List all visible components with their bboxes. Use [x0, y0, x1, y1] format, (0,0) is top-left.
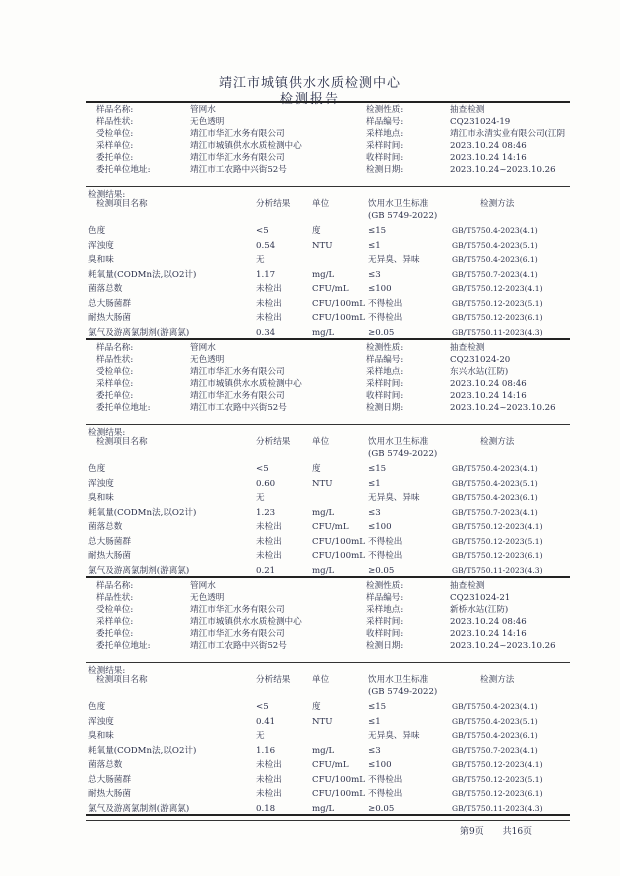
test-result: 0.60 — [256, 478, 276, 489]
col-item-header: 检测项目名称 — [96, 437, 148, 447]
entrust-unit-value: 靖江市华汇水务有限公司 — [190, 391, 285, 401]
sampling-unit-value: 靖江市城镇供水水质检测中心 — [190, 617, 302, 627]
sampling-site-label: 采样地点: — [366, 367, 404, 377]
test-method: GB/T5750.12-2023(5.1) — [452, 536, 543, 546]
test-type-value: 抽查检测 — [450, 343, 485, 353]
client-unit-label: 受检单位: — [96, 129, 134, 139]
test-date-value: 2023.10.24~2023.10.26 — [450, 641, 556, 651]
test-unit: NTU — [312, 478, 333, 489]
test-method: GB/T5750.4-2023(6.1) — [452, 255, 538, 264]
test-standard: 不得检出 — [368, 536, 403, 547]
sampling-time-value: 2023.10.24 08:46 — [450, 141, 527, 151]
test-item: 氯气及游离氯制剂(游离氯) — [88, 327, 190, 338]
sampling-unit-value: 靖江市城镇供水水质检测中心 — [190, 379, 302, 389]
receive-time-label: 收样时间: — [366, 391, 404, 401]
test-item: 耗氧量(CODMn法,以O2计) — [88, 269, 197, 280]
test-standard: 不得检出 — [368, 298, 403, 309]
test-standard: 不得检出 — [368, 789, 403, 799]
test-standard: ≥0.05 — [368, 565, 395, 576]
sampling-unit-value: 靖江市城镇供水水质检测中心 — [190, 141, 302, 151]
sampling-unit-label: 采样单位: — [96, 141, 134, 151]
test-result: 0.18 — [256, 803, 276, 814]
info-row — [0, 164, 620, 176]
col-standard-code: (GB 5749-2022) — [368, 687, 438, 697]
test-item: 总大肠菌群 — [88, 298, 131, 309]
test-item: 臭和味 — [88, 255, 114, 265]
table-row — [0, 701, 620, 713]
info-row — [0, 402, 620, 414]
test-result: 1.16 — [256, 745, 276, 756]
receive-time-value: 2023.10.24 14:16 — [450, 629, 527, 639]
test-result: 1.17 — [256, 269, 276, 280]
test-item: 浑浊度 — [88, 478, 114, 489]
test-method: GB/T5750.12-2023(4.1) — [452, 284, 543, 293]
table-row — [0, 730, 620, 742]
test-item: 总大肠菌群 — [88, 536, 131, 547]
receive-time-label: 收样时间: — [366, 629, 404, 639]
receive-time-value: 2023.10.24 14:16 — [450, 391, 527, 401]
test-result: 无 — [256, 731, 265, 741]
table-row — [0, 240, 620, 252]
test-standard: ≤3 — [368, 269, 381, 280]
info-row — [0, 616, 620, 628]
col-result-header: 分析结果 — [256, 437, 291, 447]
info-rule — [86, 186, 570, 187]
test-method: GB/T5750.12-2023(6.1) — [452, 313, 543, 322]
info-row — [0, 366, 620, 378]
test-unit: CFU/100mL — [312, 536, 365, 547]
test-date-label: 检测日期: — [366, 403, 404, 413]
sample-state-value: 无色透明 — [190, 355, 225, 365]
test-result: 无 — [256, 255, 265, 265]
test-method: GB/T5750.7-2023(4.1) — [452, 745, 538, 755]
receive-time-label: 收样时间: — [366, 153, 404, 163]
info-row — [0, 604, 620, 616]
test-standard: ≤100 — [368, 284, 392, 294]
test-method: GB/T5750.12-2023(5.1) — [452, 298, 543, 308]
test-result: 1.23 — [256, 507, 276, 518]
entrust-unit-value: 靖江市华汇水务有限公司 — [190, 629, 285, 639]
test-standard: ≤3 — [368, 507, 381, 518]
report-title: 检测报告 — [279, 92, 340, 107]
info-rule — [86, 424, 570, 425]
test-result: 0.54 — [256, 240, 276, 251]
page-footer — [460, 824, 548, 837]
col-method-header: 检测方法 — [480, 675, 515, 685]
test-method: GB/T5750.11-2023(4.3) — [452, 565, 543, 575]
sampling-unit-label: 采样单位: — [96, 617, 134, 627]
sample-name-value: 管网水 — [190, 105, 216, 115]
test-item: 菌落总数 — [88, 760, 123, 770]
table-row — [0, 803, 620, 815]
test-date-label: 检测日期: — [366, 641, 404, 651]
info-row — [0, 390, 620, 402]
sampling-site-value: 东兴水站(江防) — [450, 367, 509, 377]
table-row — [0, 327, 620, 339]
test-unit: CFU/100mL — [312, 298, 365, 309]
table-header-sub — [0, 686, 620, 698]
test-result: 未检出 — [256, 522, 282, 532]
page-total: 共16页 — [502, 827, 533, 837]
entrust-unit-label: 委托单位: — [96, 153, 134, 163]
test-method: GB/T5750.4-2023(5.1) — [452, 478, 538, 488]
test-date-value: 2023.10.24~2023.10.26 — [450, 165, 556, 175]
test-type-label: 检测性质: — [366, 343, 404, 353]
test-result: <5 — [256, 464, 269, 474]
sampling-unit-label: 采样单位: — [96, 379, 134, 389]
test-unit: NTU — [312, 240, 333, 251]
test-result: <5 — [256, 702, 269, 712]
col-standard-header: 饮用水卫生标准 — [368, 675, 429, 685]
col-result-header: 分析结果 — [256, 675, 291, 685]
test-item: 色度 — [88, 464, 106, 474]
test-item: 浑浊度 — [88, 240, 114, 251]
test-result: 无 — [256, 493, 265, 503]
footer-rule — [86, 820, 570, 821]
entrust-address-value: 靖江市工农路中兴街52号 — [190, 403, 287, 413]
test-item: 耐热大肠菌 — [88, 789, 131, 799]
table-row — [0, 521, 620, 533]
col-standard-code: (GB 5749-2022) — [368, 211, 438, 221]
sample-state-value: 无色透明 — [190, 117, 225, 127]
test-result: 未检出 — [256, 284, 282, 294]
test-item: 耗氧量(CODMn法,以O2计) — [88, 507, 197, 518]
table-row — [0, 745, 620, 757]
sample-section — [0, 340, 620, 576]
results-label: 检测结果: — [88, 666, 126, 676]
client-unit-value: 靖江市华汇水务有限公司 — [190, 129, 285, 139]
info-row — [0, 128, 620, 140]
test-method: GB/T5750.11-2023(4.3) — [452, 803, 543, 813]
sample-state-label: 样品性状: — [96, 117, 134, 127]
test-unit: CFU/100mL — [312, 774, 365, 785]
entrust-address-value: 靖江市工农路中兴街52号 — [190, 165, 287, 175]
test-unit: mg/L — [312, 565, 335, 576]
table-row — [0, 492, 620, 504]
info-row — [0, 140, 620, 152]
test-result: <5 — [256, 226, 269, 236]
col-item-header: 检测项目名称 — [96, 675, 148, 685]
test-standard: ≤15 — [368, 226, 387, 236]
test-standard: ≤100 — [368, 760, 392, 770]
sampling-time-value: 2023.10.24 08:46 — [450, 617, 527, 627]
test-item: 色度 — [88, 702, 106, 712]
test-standard: 不得检出 — [368, 551, 403, 561]
test-unit: CFU/mL — [312, 760, 349, 770]
info-row — [0, 116, 620, 128]
sample-name-value: 管网水 — [190, 343, 216, 353]
info-row — [0, 354, 620, 366]
test-type-value: 抽查检测 — [450, 581, 485, 591]
col-method-header: 检测方法 — [480, 437, 515, 447]
client-unit-value: 靖江市华汇水务有限公司 — [190, 367, 285, 377]
entrust-unit-label: 委托单位: — [96, 629, 134, 639]
test-method: GB/T5750.12-2023(5.1) — [452, 774, 543, 784]
test-item: 浑浊度 — [88, 716, 114, 727]
test-item: 耗氧量(CODMn法,以O2计) — [88, 745, 197, 756]
test-standard: 不得检出 — [368, 774, 403, 785]
test-date-label: 检测日期: — [366, 165, 404, 175]
table-row — [0, 463, 620, 475]
test-method: GB/T5750.4-2023(4.1) — [452, 464, 538, 473]
test-unit: 度 — [312, 226, 321, 236]
info-row — [0, 592, 620, 604]
table-row — [0, 536, 620, 548]
sample-number-label: 样品编号: — [366, 593, 404, 603]
col-unit-header: 单位 — [312, 199, 330, 209]
test-unit: CFU/100mL — [312, 313, 365, 323]
table-row — [0, 225, 620, 237]
table-header — [0, 436, 620, 448]
table-header — [0, 674, 620, 686]
test-standard: ≤15 — [368, 702, 387, 712]
test-unit: CFU/100mL — [312, 551, 365, 561]
sampling-time-label: 采样时间: — [366, 379, 404, 389]
test-item: 耐热大肠菌 — [88, 313, 131, 323]
sampling-site-value: 靖江市永清实业有限公司(江阴 — [450, 129, 566, 139]
test-type-value: 抽查检测 — [450, 105, 485, 115]
test-standard: ≥0.05 — [368, 327, 395, 338]
entrust-unit-value: 靖江市华汇水务有限公司 — [190, 153, 285, 163]
test-standard: ≤100 — [368, 522, 392, 532]
test-result: 未检出 — [256, 551, 282, 561]
table-row — [0, 254, 620, 266]
entrust-address-label: 委托单位地址: — [96, 641, 151, 651]
sample-section — [0, 578, 620, 814]
test-item: 总大肠菌群 — [88, 774, 131, 785]
entrust-unit-label: 委托单位: — [96, 391, 134, 401]
client-unit-value: 靖江市华汇水务有限公司 — [190, 605, 285, 615]
test-method: GB/T5750.4-2023(5.1) — [452, 716, 538, 726]
table-row — [0, 507, 620, 519]
sample-state-label: 样品性状: — [96, 593, 134, 603]
sampling-time-label: 采样时间: — [366, 141, 404, 151]
client-unit-label: 受检单位: — [96, 605, 134, 615]
col-method-header: 检测方法 — [480, 199, 515, 209]
info-rule — [86, 662, 570, 663]
test-method: GB/T5750.12-2023(4.1) — [452, 522, 543, 531]
sample-section — [0, 102, 620, 338]
test-result: 未检出 — [256, 760, 282, 770]
sample-name-label: 样品名称: — [96, 105, 134, 115]
test-result: 未检出 — [256, 298, 282, 309]
entrust-address-value: 靖江市工农路中兴街52号 — [190, 641, 287, 651]
table-row — [0, 269, 620, 281]
info-row — [0, 152, 620, 164]
sampling-site-label: 采样地点: — [366, 605, 404, 615]
table-row — [0, 759, 620, 771]
col-standard-header: 饮用水卫生标准 — [368, 437, 429, 447]
test-unit: 度 — [312, 702, 321, 712]
test-date-value: 2023.10.24~2023.10.26 — [450, 403, 556, 413]
test-result: 未检出 — [256, 774, 282, 785]
test-standard: ≥0.05 — [368, 803, 395, 814]
test-method: GB/T5750.4-2023(5.1) — [452, 240, 538, 250]
col-item-header: 检测项目名称 — [96, 199, 148, 209]
test-item: 氯气及游离氯制剂(游离氯) — [88, 565, 190, 576]
sample-name-label: 样品名称: — [96, 343, 134, 353]
test-unit: CFU/mL — [312, 522, 349, 532]
test-item: 臭和味 — [88, 493, 114, 503]
info-row — [0, 104, 620, 116]
test-standard: 无异臭、异味 — [368, 255, 420, 265]
test-unit: mg/L — [312, 507, 335, 518]
receive-time-value: 2023.10.24 14:16 — [450, 153, 527, 163]
section-rule — [86, 814, 570, 816]
table-row — [0, 788, 620, 800]
test-unit: mg/L — [312, 745, 335, 756]
test-method: GB/T5750.12-2023(6.1) — [452, 551, 543, 560]
test-method: GB/T5750.4-2023(4.1) — [452, 226, 538, 235]
test-item: 菌落总数 — [88, 522, 123, 532]
test-type-label: 检测性质: — [366, 105, 404, 115]
test-standard: 无异臭、异味 — [368, 731, 420, 741]
sample-number-label: 样品编号: — [366, 117, 404, 127]
sample-state-label: 样品性状: — [96, 355, 134, 365]
test-method: GB/T5750.7-2023(4.1) — [452, 269, 538, 279]
results-label: 检测结果: — [88, 190, 126, 200]
table-header — [0, 198, 620, 210]
col-unit-header: 单位 — [312, 437, 330, 447]
table-row — [0, 716, 620, 728]
col-standard-code: (GB 5749-2022) — [368, 449, 438, 459]
sampling-site-value: 新桥水站(江防) — [450, 605, 509, 615]
table-header-sub — [0, 210, 620, 222]
test-unit: mg/L — [312, 327, 335, 338]
table-header-sub — [0, 448, 620, 460]
test-method: GB/T5750.4-2023(6.1) — [452, 731, 538, 740]
sample-number-label: 样品编号: — [366, 355, 404, 365]
test-standard: ≤1 — [368, 240, 381, 251]
test-standard: 不得检出 — [368, 313, 403, 323]
test-standard: 无异臭、异味 — [368, 493, 420, 503]
client-unit-label: 受检单位: — [96, 367, 134, 377]
test-unit: 度 — [312, 464, 321, 474]
info-row — [0, 640, 620, 652]
test-unit: mg/L — [312, 803, 335, 814]
col-standard-header: 饮用水卫生标准 — [368, 199, 429, 209]
test-standard: ≤1 — [368, 478, 381, 489]
test-unit: mg/L — [312, 269, 335, 280]
test-method: GB/T5750.11-2023(4.3) — [452, 327, 543, 337]
sample-number-value: CQ231024-19 — [450, 117, 511, 127]
page-number: 第9页 — [460, 827, 484, 837]
sample-state-value: 无色透明 — [190, 593, 225, 603]
info-row — [0, 580, 620, 592]
sampling-time-label: 采样时间: — [366, 617, 404, 627]
test-result: 未检出 — [256, 789, 282, 799]
test-item: 耐热大肠菌 — [88, 551, 131, 561]
col-result-header: 分析结果 — [256, 199, 291, 209]
test-result: 未检出 — [256, 313, 282, 323]
test-standard: ≤1 — [368, 716, 381, 727]
test-item: 菌落总数 — [88, 284, 123, 294]
info-row — [0, 628, 620, 640]
table-row — [0, 298, 620, 310]
test-item: 色度 — [88, 226, 106, 236]
test-method: GB/T5750.12-2023(4.1) — [452, 760, 543, 769]
org-title: 靖江市城镇供水水质检测中心 — [218, 76, 401, 91]
sample-name-value: 管网水 — [190, 581, 216, 591]
test-unit: CFU/mL — [312, 284, 349, 294]
info-row — [0, 342, 620, 354]
entrust-address-label: 委托单位地址: — [96, 165, 151, 175]
test-method: GB/T5750.4-2023(6.1) — [452, 493, 538, 502]
test-method: GB/T5750.7-2023(4.1) — [452, 507, 538, 517]
table-row — [0, 565, 620, 577]
table-row — [0, 774, 620, 786]
col-unit-header: 单位 — [312, 675, 330, 685]
test-method: GB/T5750.4-2023(4.1) — [452, 702, 538, 711]
entrust-address-label: 委托单位地址: — [96, 403, 151, 413]
test-result: 0.41 — [256, 716, 276, 727]
test-item: 臭和味 — [88, 731, 114, 741]
test-result: 0.34 — [256, 327, 276, 338]
test-standard: ≤3 — [368, 745, 381, 756]
info-row — [0, 378, 620, 390]
test-result: 0.21 — [256, 565, 276, 576]
sample-number-value: CQ231024-21 — [450, 593, 511, 603]
table-row — [0, 550, 620, 562]
table-row — [0, 312, 620, 324]
table-row — [0, 283, 620, 295]
table-row — [0, 478, 620, 490]
test-unit: CFU/100mL — [312, 789, 365, 799]
sampling-site-label: 采样地点: — [366, 129, 404, 139]
sample-number-value: CQ231024-20 — [450, 355, 511, 365]
test-unit: NTU — [312, 716, 333, 727]
results-label: 检测结果: — [88, 428, 126, 438]
test-type-label: 检测性质: — [366, 581, 404, 591]
test-standard: ≤15 — [368, 464, 387, 474]
sampling-time-value: 2023.10.24 08:46 — [450, 379, 527, 389]
test-method: GB/T5750.12-2023(6.1) — [452, 789, 543, 798]
test-item: 氯气及游离氯制剂(游离氯) — [88, 803, 190, 814]
sample-name-label: 样品名称: — [96, 581, 134, 591]
test-result: 未检出 — [256, 536, 282, 547]
